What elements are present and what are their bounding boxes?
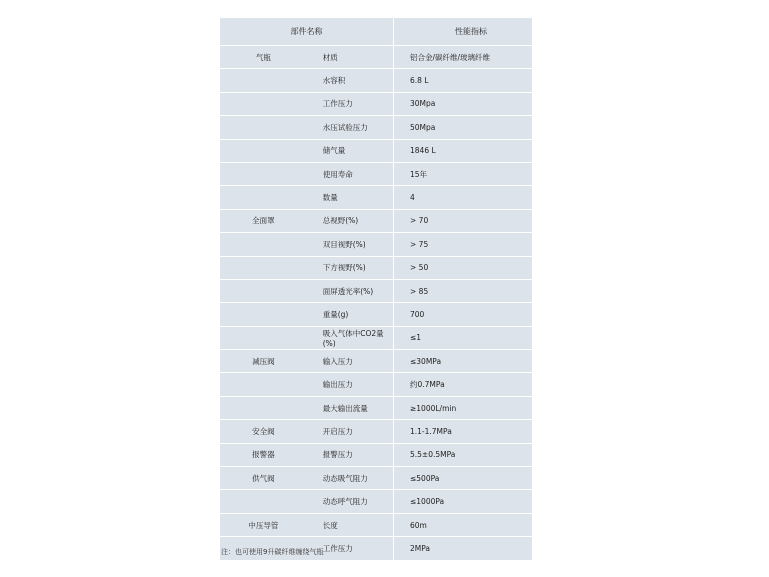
row-category	[220, 116, 307, 139]
row-value: 60m	[394, 513, 533, 536]
row-value: ≤1	[394, 326, 533, 349]
row-value: > 85	[394, 279, 533, 302]
row-category: 减压阀	[252, 356, 275, 366]
row-value: ≤30MPa	[394, 350, 533, 373]
table-row	[220, 373, 532, 396]
row-category	[220, 326, 307, 349]
row-category: 中压导管	[248, 520, 279, 530]
row-part-name: 吸入气体中CO2量 (%)	[322, 328, 384, 348]
row-part-name: 储气量	[322, 146, 346, 156]
row-part-name: 输入压力	[322, 356, 353, 366]
row-part-name: 开启压力	[322, 426, 353, 436]
row-category: 气瓶	[255, 52, 271, 62]
row-part-name: 数量	[322, 193, 338, 203]
row-part-name: 报警压力	[322, 450, 353, 460]
row-value: 6.8 L	[394, 69, 533, 92]
row-category: 供气阀	[252, 473, 275, 483]
row-part-name: 输出压力	[322, 380, 353, 390]
row-category	[220, 256, 307, 279]
row-part-name: 工作压力	[322, 543, 353, 553]
row-category: 安全阀	[252, 426, 275, 436]
row-value: 1846 L	[394, 139, 533, 162]
row-part-name: 材质	[322, 52, 338, 62]
row-part-name: 动态呼气阻力	[322, 497, 368, 507]
row-value: > 50	[394, 256, 533, 279]
row-value: 2MPa	[394, 537, 533, 560]
table-header-row	[220, 18, 532, 46]
table-row	[220, 513, 532, 536]
row-value: 50Mpa	[394, 116, 533, 139]
table-row	[220, 467, 532, 490]
row-category	[220, 233, 307, 256]
row-part-name: 工作压力	[322, 99, 353, 109]
row-part-name: 面屏透光率(%)	[322, 286, 374, 296]
row-part-name: 长度	[322, 520, 338, 530]
row-value: 15年	[394, 162, 533, 185]
spec-table	[220, 18, 532, 561]
row-category	[220, 139, 307, 162]
row-value: > 75	[394, 233, 533, 256]
row-value: > 70	[394, 209, 533, 232]
table-row	[220, 279, 532, 302]
row-part-name: 双目视野(%)	[322, 239, 366, 249]
row-category: 全面罩	[252, 216, 275, 226]
row-part-name: 水压试验压力	[322, 122, 368, 132]
table-row	[220, 162, 532, 185]
row-category	[220, 186, 307, 209]
table-row	[220, 233, 532, 256]
table-row	[220, 256, 532, 279]
table-row	[220, 209, 532, 232]
table-row	[220, 326, 532, 349]
row-category	[220, 373, 307, 396]
row-value: 5.5±0.5MPa	[394, 443, 533, 466]
table-row	[220, 490, 532, 513]
row-value: 1.1-1.7MPa	[394, 420, 533, 443]
row-value: ≤500Pa	[394, 467, 533, 490]
row-category	[220, 490, 307, 513]
row-value: 30Mpa	[394, 92, 533, 115]
row-part-name: 下方视野(%)	[322, 263, 366, 273]
row-category	[220, 279, 307, 302]
row-part-name: 动态吸气阻力	[322, 473, 368, 483]
table-row	[220, 116, 532, 139]
row-value: 4	[394, 186, 533, 209]
row-value: 约0.7MPa	[394, 373, 533, 396]
row-category	[220, 303, 307, 326]
row-value: ≥1000L/min	[394, 396, 533, 419]
table-row	[220, 396, 532, 419]
row-part-name: 总视野(%)	[322, 216, 359, 226]
table-row	[220, 139, 532, 162]
row-value: 700	[394, 303, 533, 326]
table-row	[220, 69, 532, 92]
row-category	[220, 69, 307, 92]
table-row	[220, 350, 532, 373]
row-part-name: 使用寿命	[322, 169, 353, 179]
table-row	[220, 92, 532, 115]
table-row	[220, 303, 532, 326]
table-row	[220, 46, 532, 69]
row-part-name: 水容积	[322, 76, 346, 86]
table-row	[220, 186, 532, 209]
row-category	[220, 162, 307, 185]
row-value: 铝合金/碳纤维/玻璃纤维	[394, 46, 533, 69]
table-row	[220, 420, 532, 443]
header-performance: 性能指标	[394, 18, 533, 46]
row-category	[220, 396, 307, 419]
table-row	[220, 443, 532, 466]
row-part-name: 重量(g)	[322, 309, 349, 319]
row-part-name: 最大输出流量	[322, 403, 368, 413]
row-category	[220, 92, 307, 115]
footnote: 注：也可使用9升碳纤维缠绕气瓶	[221, 548, 324, 556]
header-part-name: 部件名称	[290, 27, 323, 36]
row-value: ≤1000Pa	[394, 490, 533, 513]
row-category: 报警器	[252, 450, 275, 460]
